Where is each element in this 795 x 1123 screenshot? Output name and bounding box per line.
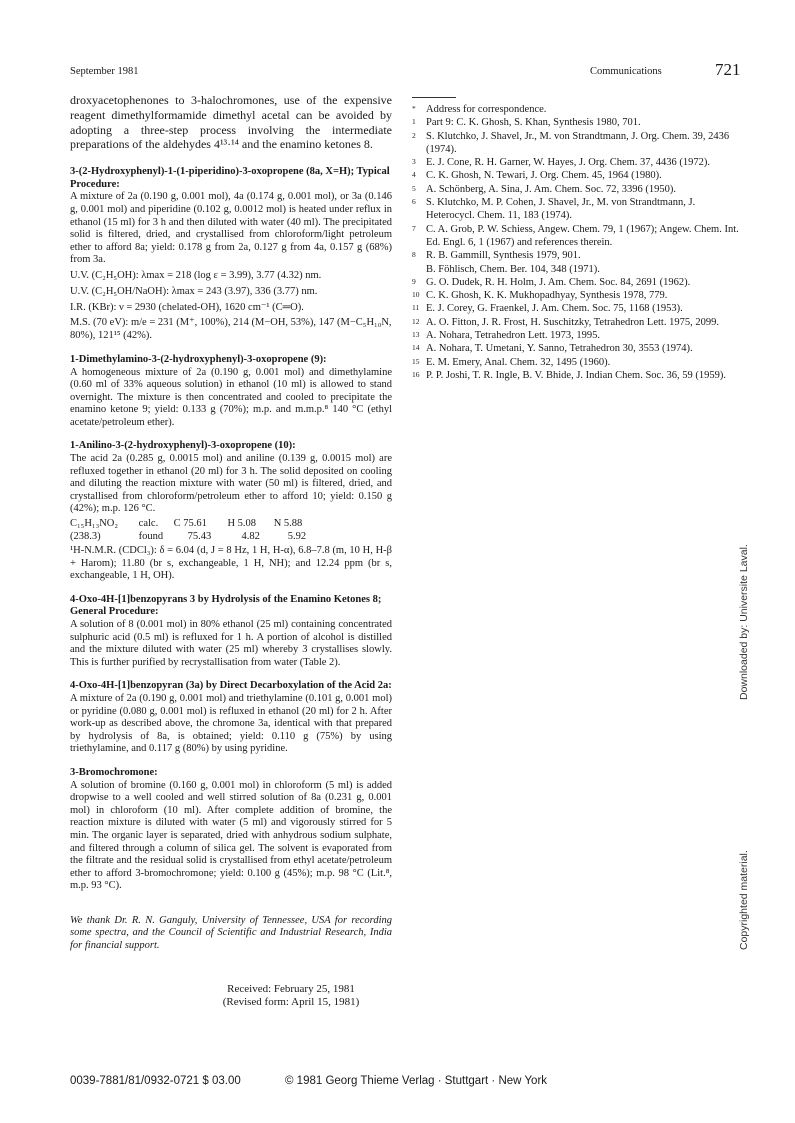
received-dates xyxy=(70,983,392,1009)
procedure-text: The acid 2a (0.285 g, 0.0015 mol) and aniline (0.139 g, 0.0015 mol) are refluxed together in ethanol (20 ml) for 3 h. The solid deposited on cooling and diluting the reaction mixture with water (50 ml) is filtered, dried, and crystallised from chloroform/petroleum ether to afford 10; yield: 0.150 g (42%); m.p. 126 °C. xyxy=(70,453,392,515)
reference-item xyxy=(412,356,742,369)
reference-list xyxy=(412,103,742,382)
reference-number: 6 xyxy=(412,197,416,207)
procedure-heading: 3-(2-Hydroxyphenyl)-1-(1-piperidino)-3-oxopropene (8a, X=H); Typical Procedure: xyxy=(70,166,390,190)
spectrum-line: M.S. (70 eV): m/e = 231 (M⁺, 100%), 214 (M−OH, 53%), 147 (M−C₅H₁₀N, 80%), 121¹⁵ (42%). xyxy=(70,317,392,342)
reference-text: Part 9: C. K. Ghosh, S. Khan, Synthesis 1980, 701. xyxy=(426,117,641,129)
procedure-heading: 4-Oxo-4H-[1]benzopyran (3a) by Direct Decarboxylation of the Acid 2a: xyxy=(70,680,392,692)
reference-text: E. J. Corey, G. Fraenkel, J. Am. Chem. Soc. 75, 1168 (1953). xyxy=(426,303,683,315)
running-header-section: Communications xyxy=(590,66,662,77)
procedure-text: A homogeneous mixture of 2a (0.190 g, 0.001 mol) and dimethylamine (0.60 ml of 33% aqueous solution) in ethanol (10 ml) is allowed to stand overnight. The mixture is then concentrated and cooled to precipitate the enamino ketone 9; yield: 0.133 g (70%); m.p. and m.m.p.⁸ 140 °C (ethyl acetate/petroleum ether). xyxy=(70,366,392,428)
reference-text: C. K. Ghosh, K. K. Mukhopadhyay, Synthesis 1978, 779. xyxy=(426,290,668,302)
reference-text: C. A. Grob, P. W. Schiess, Angew. Chem. 79, 1 (1967); Angew. Chem. Int. Ed. Engl. 6, 1 (1967) and references therein. xyxy=(426,223,739,248)
reference-number: 12 xyxy=(412,316,420,326)
reference-item xyxy=(412,329,742,342)
page-number: 721 xyxy=(715,60,741,79)
reference-text: E. M. Emery, Anal. Chem. 32, 1495 (1960). xyxy=(426,356,611,368)
reference-text: B. Föhlisch, Chem. Ber. 104, 348 (1971). xyxy=(426,263,600,275)
reference-text: A. O. Fitton, J. R. Frost, H. Suschitzky, Tetrahedron Lett. 1975, 2099. xyxy=(426,316,719,328)
reference-text: P. P. Joshi, T. R. Ingle, B. V. Bhide, J. Indian Chem. Soc. 36, 59 (1959). xyxy=(426,369,726,381)
procedure-heading: 4-Oxo-4H-[1]benzopyrans 3 by Hydrolysis of the Enamino Ketones 8; General Procedure: xyxy=(70,593,382,618)
publisher-line: © 1981 Georg Thieme Verlag · Stuttgart · New York xyxy=(285,1075,548,1087)
reference-number: 11 xyxy=(412,303,420,313)
reference-item xyxy=(412,289,742,302)
reference-number: 16 xyxy=(412,369,420,379)
reference-item xyxy=(412,169,742,182)
procedure-section-8a xyxy=(70,166,392,343)
procedure-section-hydrolysis xyxy=(70,594,392,670)
procedure-text: A mixture of 2a (0.190 g, 0.001 mol), 4a (0.174 g, 0.001 mol), or 3a (0.146 g, 0.001 mol) and piperidine (0.102 g, 0.0012 mol) is heated under reflux in ethanol (15 ml) for 3 h and then diluted with water (40 ml). The precipitated solid is filtered, dried, and crystallised from chloroform/light petroleum ether to afford 8a; yield: 0.178 g from 2a, 0.127 g from 4a, 0.157 g (68%) from 3a. xyxy=(70,191,392,266)
elemental-analysis-table xyxy=(70,518,320,543)
reference-number: 8 xyxy=(412,250,416,260)
spectrum-line: U.V. (C₂H₅OH): λmax = 218 (log ε = 3.99), 3.77 (4.32) nm. xyxy=(70,269,322,281)
procedure-section-bromochromone xyxy=(70,767,392,893)
journal-code: 0039-7881/81/0932-0721 $ 03.00 xyxy=(70,1075,241,1087)
reference-text: R. B. Gammill, Synthesis 1979, 901. xyxy=(426,250,581,262)
reference-text: A. Schönberg, A. Sina, J. Am. Chem. Soc. 72, 3396 (1950). xyxy=(426,183,677,195)
reference-item xyxy=(412,223,742,250)
reference-item xyxy=(412,196,742,223)
reference-number: 2 xyxy=(412,130,416,140)
reference-text: E. J. Cone, R. H. Garner, W. Hayes, J. Org. Chem. 37, 4436 (1972). xyxy=(426,157,711,169)
watermark-copyright: Copyrighted material. xyxy=(738,850,750,950)
received-date: Received: February 25, 1981 xyxy=(227,982,355,995)
reference-item xyxy=(412,276,742,289)
procedure-text: A solution of 8 (0.001 mol) in 80% ethanol (25 ml) containing concentrated sulphuric acid (0.5 ml) is refluxed for 1 h. A portion of alcohol is distilled and the mixture diluted with water (25 ml) whereby 3 crystallises slowly. This is further purified by recrystallisation from water (Table 2). xyxy=(70,619,392,668)
reference-number: 5 xyxy=(412,183,416,193)
watermark-download: Downloaded by: Universite Laval. xyxy=(738,544,750,700)
procedure-heading: 3-Bromochromone: xyxy=(70,766,158,778)
reference-text: S. Klutchko, M. P. Cohen, J. Shavel, Jr., M. von Strandtmann, J. Heterocycl. Chem. 11, 183 (1974). xyxy=(426,197,696,222)
reference-number: 7 xyxy=(412,223,416,233)
analysis-calc-c: C 75.61 xyxy=(173,518,207,530)
procedure-heading: 1-Anilino-3-(2-hydroxyphenyl)-3-oxopropene (10): xyxy=(70,440,296,452)
reference-text: S. Klutchko, J. Shavel, Jr., M. von Strandtmann, J. Org. Chem. 39, 2436 (1974). xyxy=(426,130,730,155)
procedure-section-decarboxylation xyxy=(70,680,392,756)
procedure-heading: 1-Dimethylamino-3-(2-hydroxyphenyl)-3-oxopropene (9): xyxy=(70,353,327,365)
analysis-found-n: 5.92 xyxy=(287,530,307,542)
reference-item xyxy=(412,130,742,157)
running-header-date: September 1981 xyxy=(70,66,139,77)
analysis-calc-h: H 5.08 xyxy=(227,518,257,530)
reference-number: * xyxy=(412,104,416,113)
procedure-section-9 xyxy=(70,354,392,430)
analysis-mw: (238.3) xyxy=(70,530,101,542)
reference-text: A. Nohara, Tetrahedron Lett. 1973, 1995. xyxy=(426,330,601,342)
reference-item xyxy=(412,316,742,329)
reference-item xyxy=(412,116,742,129)
reference-number: 1 xyxy=(412,117,416,127)
procedure-text: A mixture of 2a (0.190 g, 0.001 mol) and triethylamine (0.101 g, 0.001 mol) or pyridine (0.080 g, 0.001 mol) is refluxed in ethanol (20 ml) for 2 h. After work-up as described above, the chromone 3a, identical with that prepared by hydrolysis of 8a, is obtained; yield: 0.110 g (75%) by using triethylamine, and 0.117 g (80%) by using pyridine. xyxy=(70,692,392,755)
spectrum-line: U.V. (C₂H₅OH/NaOH): λmax = 243 (3.97), 336 (3.77) nm. xyxy=(70,285,318,297)
reference-item xyxy=(412,183,742,196)
reference-number: 3 xyxy=(412,157,416,167)
reference-text: Address for correspondence. xyxy=(426,104,547,115)
references-rule xyxy=(412,97,456,98)
analysis-found-label: found xyxy=(138,530,164,542)
reference-item xyxy=(412,156,742,169)
reference-item xyxy=(412,369,742,382)
revised-date: (Revised form: April 15, 1981) xyxy=(222,995,360,1008)
analysis-found-c: 75.43 xyxy=(187,530,212,542)
reference-item xyxy=(412,342,742,355)
procedure-section-10 xyxy=(70,440,392,582)
reference-number: 14 xyxy=(412,343,420,353)
reference-item xyxy=(412,103,742,116)
reference-item xyxy=(412,249,742,262)
analysis-calc-n: N 5.88 xyxy=(273,518,303,530)
left-column xyxy=(70,93,392,1009)
analysis-found-h: 4.82 xyxy=(241,530,260,542)
reference-text: G. O. Dudek, R. H. Holm, J. Am. Chem. Soc. 84, 2691 (1962). xyxy=(426,276,691,288)
reference-text: A. Nohara, T. Umetani, Y. Sanno, Tetrahedron 30, 3553 (1974). xyxy=(426,343,693,355)
reference-item xyxy=(412,263,742,276)
acknowledgement: We thank Dr. R. N. Ganguly, University of Tennessee, USA for recording some spectra, and the Council of Scientific and Industrial Research, India for financial support. xyxy=(70,914,392,952)
analysis-formula: C₁₅H₁₃NO₂ xyxy=(70,518,119,530)
reference-number: 9 xyxy=(412,276,416,286)
reference-number: 4 xyxy=(412,170,416,180)
reference-text: C. K. Ghosh, N. Tewari, J. Org. Chem. 45, 1964 (1980). xyxy=(426,170,662,182)
reference-number: 13 xyxy=(412,330,420,340)
procedure-text: A solution of bromine (0.160 g, 0.001 mol) in chloroform (5 ml) is added dropwise to a well cooled and well stirred solution of 8a (0.231 g, 0.001 mol) in chloroform (10 ml). After complete addition of bromine, the reaction mixture is diluted with water (5 ml) and vigorously stirred for 5 min. The organic layer is separated, dried with anhydrous sodium sulphate, and filtered through a column of silica gel. The solvent is evaporated from the filtrate and the residual solid is crystallised from ethyl acetate/petroleum ether to afford 3-bromochromone; yield: 0.100 g (45%); m.p. 98 °C (Lit.⁸, m.p. 93 °C). xyxy=(70,779,392,892)
nmr-data: ¹H-N.M.R. (CDCl₃): δ = 6.04 (d, J = 8 Hz, 1 H, H-α), 6.8–7.8 (m, 10 H, H-β + Harom); 11.80 (br s, exchangeable, 1 H, NH); and 12.24 ppm (br s, exchangeable, 1 H, OH). xyxy=(70,545,392,582)
analysis-calc-label: calc. xyxy=(138,518,159,530)
spectrum-line: I.R. (KBr): ν = 2930 (chelated-OH), 1620 cm⁻¹ (C═O). xyxy=(70,301,304,313)
references-column xyxy=(412,93,742,382)
intro-paragraph: droxyacetophenones to 3-halochromones, use of the expensive reagent dimethylformamide dimethyl acetal can be avoided by adopting a three-step process involving the intermediate preparations of the aldehydes 4¹³·¹⁴ and the enamino ketones 8. xyxy=(70,93,392,152)
reference-number: 10 xyxy=(412,290,420,300)
reference-item xyxy=(412,302,742,315)
reference-number: 15 xyxy=(412,356,420,366)
